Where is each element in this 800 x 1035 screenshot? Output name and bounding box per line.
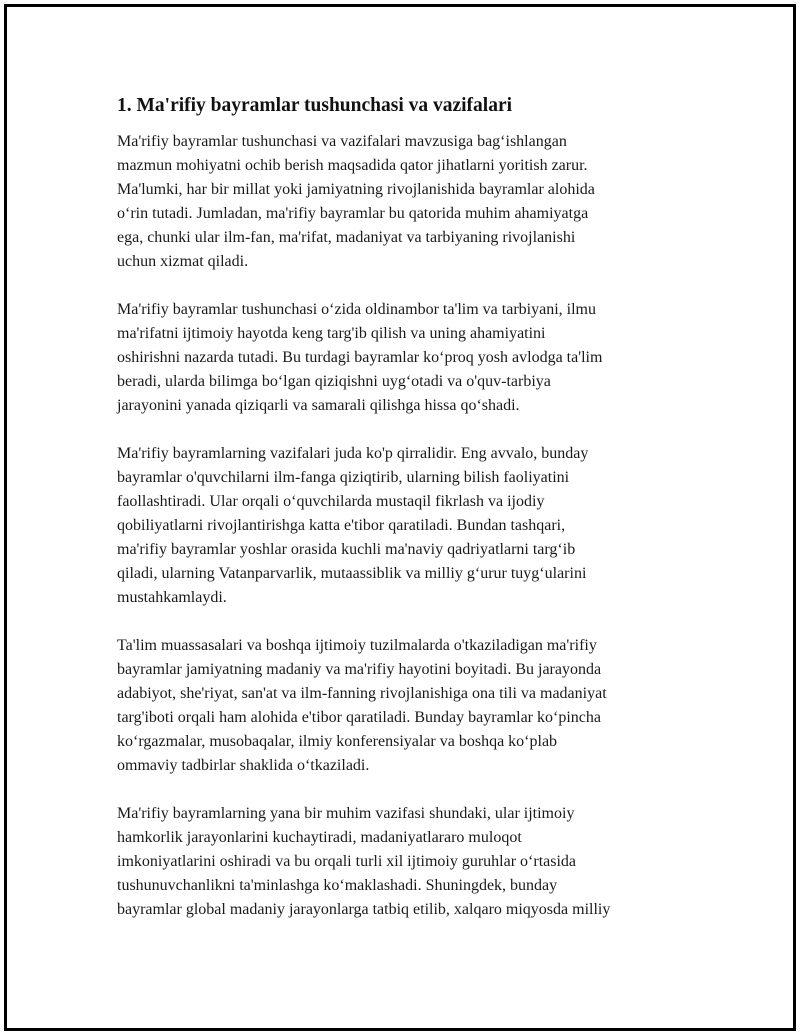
text-line: ma'rifiy bayramlar yoshlar orasida kuchli ma'naviy qadriyatlarni targ‘ib (117, 541, 576, 558)
text-line: uchun xizmat qiladi. (117, 253, 249, 270)
text-line: mustahkamlaydi. (117, 589, 227, 606)
text-line: Ta'lim muassasalari va boshqa ijtimoiy tuzilmalarda o'tkaziladigan ma'rifiy (117, 637, 597, 654)
text-line: bayramlar o'quvchilarni ilm-fanga qiziqtirib, ularning bilish faoliyatini (117, 469, 570, 486)
text-line: ommaviy tadbirlar shaklida o‘tkaziladi. (117, 757, 370, 774)
text-line: bayramlar jamiyatning madaniy va ma'rifiy hayotini boyitadi. Bu jarayonda (117, 661, 602, 678)
paragraph-4 (117, 634, 687, 778)
section-heading: 1. Ma'rifiy bayramlar tushunchasi va vazifalari (117, 95, 513, 116)
text-line: bayramlar global madaniy jarayonlarga tatbiq etilib, xalqaro miqyosda milliy (117, 901, 611, 918)
text-line: Ma'rifiy bayramlarning vazifalari juda ko'p qirralidir. Eng avvalo, bunday (117, 445, 589, 462)
text-line: Ma'rifiy bayramlar tushunchasi o‘zida oldinambor ta'lim va tarbiyani, ilmu (117, 301, 596, 318)
text-line: ko‘rgazmalar, musobaqalar, ilmiy konferensiyalar va boshqa ko‘plab (117, 733, 558, 750)
text-line: o‘rin tutadi. Jumladan, ma'rifiy bayramlar bu qatorida muhim ahamiyatga (117, 205, 589, 222)
text-line: faollashtiradi. Ular orqali o‘quvchilarda mustaqil fikrlash va ijodiy (117, 493, 545, 510)
text-line: hamkorlik jarayonlarini kuchaytiradi, madaniyatlararo muloqot (117, 829, 522, 846)
text-line: qobiliyatlarni rivojlantirishga katta e'tibor qaratiladi. Bundan tashqari, (117, 517, 566, 534)
text-line: ma'rifatni ijtimoiy hayotda keng targ'ib qilish va uning ahamiyatini (117, 325, 546, 342)
document-body (117, 94, 687, 946)
paragraph-1 (117, 130, 687, 274)
paragraph-5 (117, 802, 687, 922)
text-line: beradi, ularda bilimga bo‘lgan qiziqishni uyg‘otadi va o'quv-tarbiya (117, 373, 551, 390)
text-line: Ma'rifiy bayramlar tushunchasi va vazifalari mavzusiga bag‘ishlangan (117, 133, 567, 150)
text-line: Ma'lumki, har bir millat yoki jamiyatning rivojlanishida bayramlar alohida (117, 181, 595, 198)
text-line: targ'iboti orqali ham alohida e'tibor qaratiladi. Bunday bayramlar ko‘pincha (117, 709, 601, 726)
text-line: mazmun mohiyatni ochib berish maqsadida qator jihatlarni yoritish zarur. (117, 157, 588, 174)
text-line: ega, chunki ular ilm-fan, ma'rifat, madaniyat va tarbiyaning rivojlanishi (117, 229, 576, 246)
text-line: imkoniyatlarini oshiradi va bu orqali turli xil ijtimoiy guruhlar o‘rtasida (117, 853, 577, 870)
paragraph-3 (117, 442, 687, 610)
text-line: tushunuvchanlikni ta'minlashga ko‘maklashadi. Shuningdek, bunday (117, 877, 558, 894)
text-line: qiladi, ularning Vatanparvarlik, mutaassiblik va milliy g‘urur tuyg‘ularini (117, 565, 587, 582)
text-line: Ma'rifiy bayramlarning yana bir muhim vazifasi shundaki, ular ijtimoiy (117, 805, 575, 822)
paragraph-2 (117, 298, 687, 418)
text-line: jarayonini yanada qiziqarli va samarali qilishga hissa qo‘shadi. (117, 397, 520, 414)
text-line: adabiyot, she'riyat, san'at va ilm-fanning rivojlanishiga ona tili va madaniyat (117, 685, 607, 702)
text-line: oshirishni nazarda tutadi. Bu turdagi bayramlar ko‘proq yosh avlodga ta'lim (117, 349, 603, 366)
